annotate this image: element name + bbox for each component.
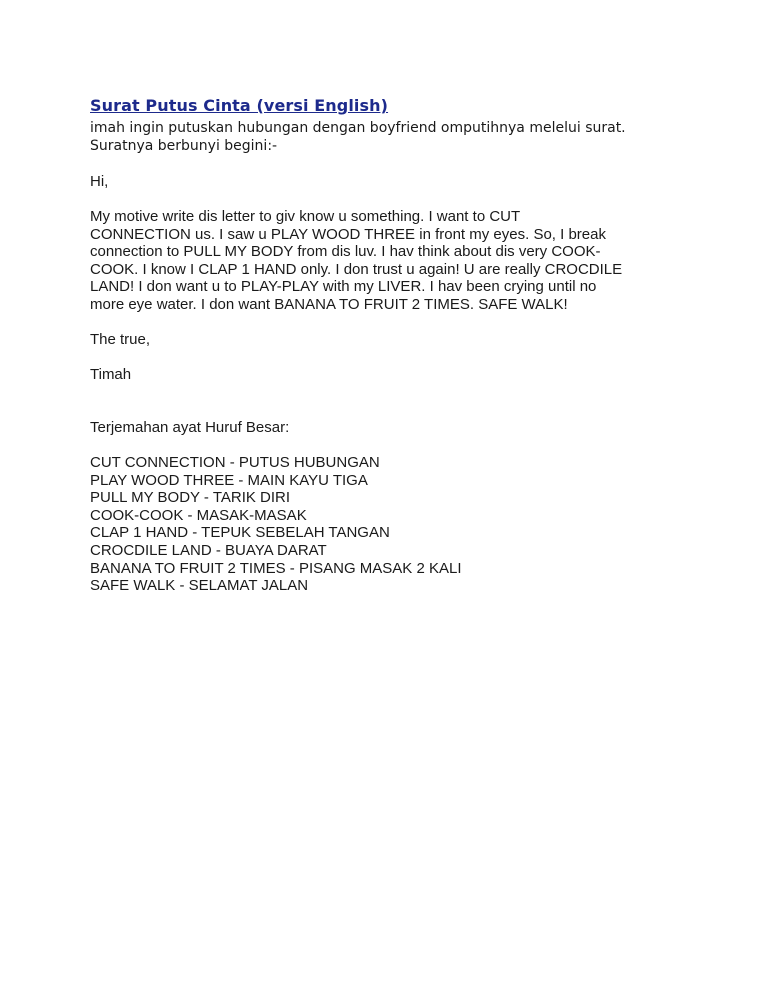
letter-line: LAND! I don want u to PLAY-PLAY with my LIVER. I hav been crying until no xyxy=(90,278,597,296)
letter-line: more eye water. I don want BANANA TO FRUIT 2 TIMES. SAFE WALK! xyxy=(90,295,568,313)
letter-signature: Timah xyxy=(90,366,132,384)
letter-closing: The true, xyxy=(90,331,151,349)
translation-item: COOK-COOK - MASAK-MASAK xyxy=(90,506,307,524)
intro-paragraph xyxy=(90,120,690,155)
intro-line: imah ingin putuskan hubungan dengan boyfriend omputihnya melelui surat. xyxy=(90,120,626,136)
translation-item: PLAY WOOD THREE - MAIN KAYU TIGA xyxy=(90,471,368,489)
translation-item: PULL MY BODY - TARIK DIRI xyxy=(90,489,291,507)
intro-line: Suratnya berbunyi begini:- xyxy=(90,137,278,154)
letter-line: connection to PULL MY BODY from dis luv. I hav think about dis very COOK- xyxy=(90,243,601,261)
letter-line: CONNECTION us. I saw u PLAY WOOD THREE in front my eyes. So, I break xyxy=(90,225,606,243)
translation-item: SAFE WALK - SELAMAT JALAN xyxy=(90,577,309,595)
document-page xyxy=(90,96,690,595)
translation-list xyxy=(90,454,690,595)
translation-item: BANANA TO FRUIT 2 TIMES - PISANG MASAK 2 KALI xyxy=(90,559,462,577)
translation-item: CUT CONNECTION - PUTUS HUBUNGAN xyxy=(90,454,380,472)
letter-line: COOK. I know I CLAP 1 HAND only. I don trust u again! U are really CROCDILE xyxy=(90,260,623,278)
letter-body xyxy=(90,208,670,314)
translation-heading: Terjemahan ayat Huruf Besar: xyxy=(90,418,290,436)
letter-greeting: Hi, xyxy=(90,172,109,190)
letter-line: My motive write dis letter to giv know u something. I want to CUT xyxy=(90,207,521,225)
document-title-link[interactable]: Surat Putus Cinta (versi English) xyxy=(90,96,389,115)
translation-item: CROCDILE LAND - BUAYA DARAT xyxy=(90,542,327,560)
translation-item: CLAP 1 HAND - TEPUK SEBELAH TANGAN xyxy=(90,524,390,542)
